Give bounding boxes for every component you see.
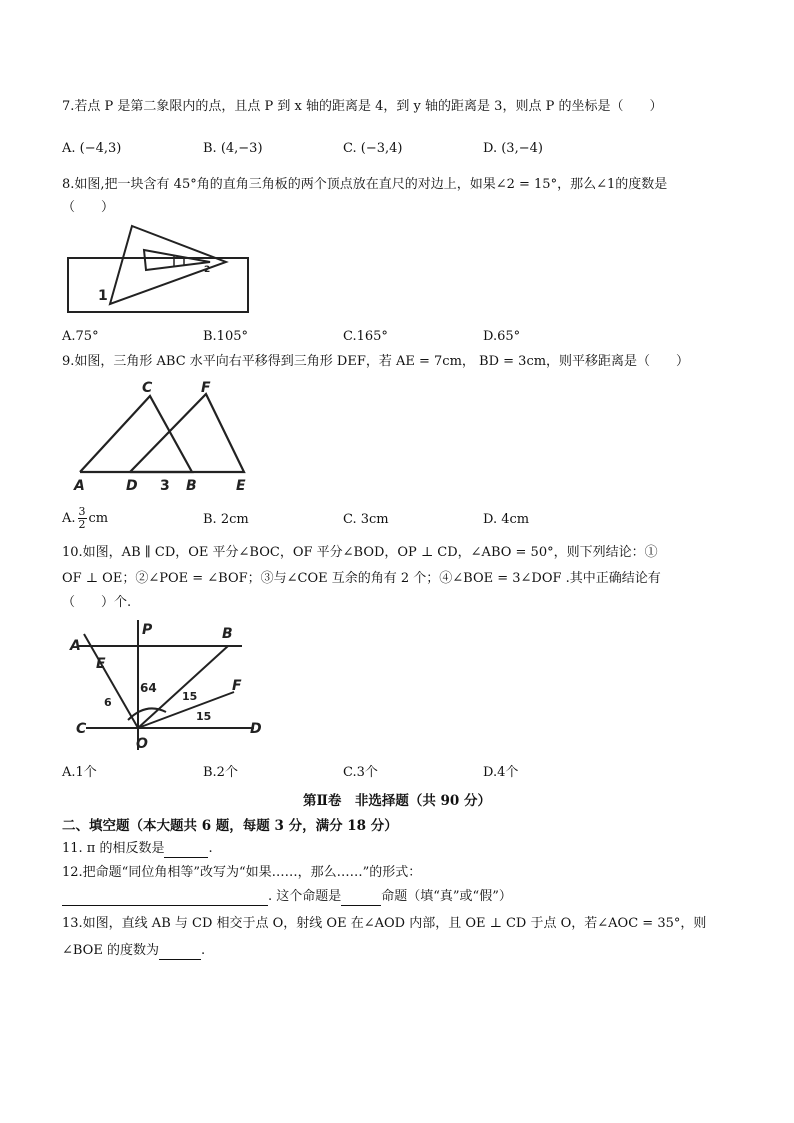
label-a: A	[70, 638, 81, 654]
q9-frac-num: 3	[78, 505, 86, 518]
q9-option-a-unit: cm	[88, 511, 109, 526]
q13-answer-blank[interactable]	[159, 945, 201, 960]
ruler	[68, 258, 248, 312]
label-f: F	[201, 380, 211, 396]
q7-option-d: D. (3,−4)	[483, 141, 543, 156]
q9-stem: 9.如图，三角形 ABC 水平向右平移得到三角形 DEF，若 AE = 7cm， BD = 3cm，则平移距离是（ ）	[62, 354, 690, 369]
q10-option-c: C.3个	[343, 765, 378, 780]
label-15a: 15	[182, 690, 198, 703]
q9-figure	[68, 378, 258, 498]
q13-line1: 13.如图，直线 AB 与 CD 相交于点 O，射线 OE 在∠AOD 内部，且 OE ⊥ CD 于点 O，若∠AOC = 35°，则	[62, 916, 707, 931]
q8-stem: 8.如图,把一块含有 45°角的直角三角板的两个顶点放在直尺的对边上，如果∠2 = 15°，那么∠1的度数是	[62, 177, 668, 192]
q8-option-a: A.75°	[62, 329, 99, 344]
q8-angle-label-2: 2	[204, 265, 211, 275]
q8-option-c: C.165°	[343, 329, 388, 344]
q13-text: ∠BOE 的度数为	[62, 943, 159, 958]
q9-option-a-prefix: A.	[62, 511, 76, 526]
label-64: 64	[140, 681, 157, 695]
label-e: E	[236, 478, 246, 494]
label-mark-3: 3	[160, 478, 170, 494]
q12-end: 命题（填“真”或“假”）	[381, 889, 512, 904]
q8-option-b: B.105°	[203, 329, 248, 344]
q7-option-a: A. (−4,3)	[62, 141, 122, 156]
label-b: B	[186, 478, 197, 494]
q8-angle-label-1: 1	[98, 288, 108, 304]
q10-figure	[66, 616, 276, 758]
q13-line2	[62, 942, 205, 960]
q9-option-a	[62, 506, 108, 531]
q7-stem: 7.若点 P 是第二象限内的点，且点 P 到 x 轴的距离是 4，到 y 轴的距离是 3，则点 P 的坐标是（ ）	[62, 99, 663, 114]
q9-frac-den: 2	[78, 518, 86, 531]
q9-option-d: D. 4cm	[483, 512, 530, 527]
label-c: C	[142, 380, 153, 396]
q12-answer-blank-1[interactable]	[62, 891, 268, 906]
q10-option-a: A.1个	[62, 765, 97, 780]
line-oa	[84, 634, 138, 728]
label-b: B	[222, 626, 233, 642]
q11	[62, 840, 213, 858]
q10-option-d: D.4个	[483, 765, 519, 780]
q11-end: .	[208, 841, 213, 856]
part2-title: 第Ⅱ卷 非选择题（共 90 分）	[302, 793, 492, 809]
label-e: E	[96, 656, 106, 672]
q10-option-b: B.2个	[203, 765, 238, 780]
label-o: O	[136, 736, 148, 752]
label-6: 6	[104, 696, 112, 709]
q10-stem-line1: 10.如图，AB ∥ CD，OE 平分∠BOC，OF 平分∠BOD，OP ⊥ CD，∠ABO = 50°，则下列结论：①	[62, 545, 658, 560]
q9-option-b: B. 2cm	[203, 512, 249, 527]
label-f: F	[232, 678, 242, 694]
label-c: C	[76, 721, 87, 737]
label-p: P	[142, 622, 153, 638]
triangle-def	[130, 394, 244, 472]
q12-mid: . 这个命题是	[268, 889, 342, 904]
q9-option-a-fraction	[78, 506, 87, 531]
label-d: D	[250, 721, 262, 737]
q11-text: 11. π 的相反数是	[62, 841, 165, 856]
q9-option-c: C. 3cm	[343, 512, 389, 527]
q12-line1: 12.把命题“同位角相等”改写为“如果……，那么……”的形式：	[62, 865, 422, 880]
section2-title: 二、填空题（本大题共 6 题，每题 3 分，满分 18 分）	[62, 818, 398, 834]
q11-answer-blank[interactable]	[164, 843, 208, 858]
angle-arc	[128, 708, 166, 720]
q10-stem-line3: （ ）个.	[62, 595, 132, 610]
q7-option-b: B. (4,−3)	[203, 141, 263, 156]
label-d: D	[126, 478, 138, 494]
q8-figure	[64, 222, 254, 318]
q12-line2	[62, 888, 512, 906]
q8-stem-paren: （ ）	[62, 200, 115, 215]
q10-stem-line2: OF ⊥ OE；②∠POE = ∠BOF；③与∠COE 互余的角有 2 个；④∠BOE = 3∠DOF .其中正确结论有	[62, 571, 661, 586]
label-15b: 15	[196, 710, 212, 723]
q12-answer-blank-2[interactable]	[341, 891, 381, 906]
label-a: A	[74, 478, 85, 494]
q13-end: .	[200, 943, 206, 958]
triangle-abc	[80, 396, 192, 472]
q7-option-c: C. (−3,4)	[343, 141, 403, 156]
q8-option-d: D.65°	[483, 329, 521, 344]
